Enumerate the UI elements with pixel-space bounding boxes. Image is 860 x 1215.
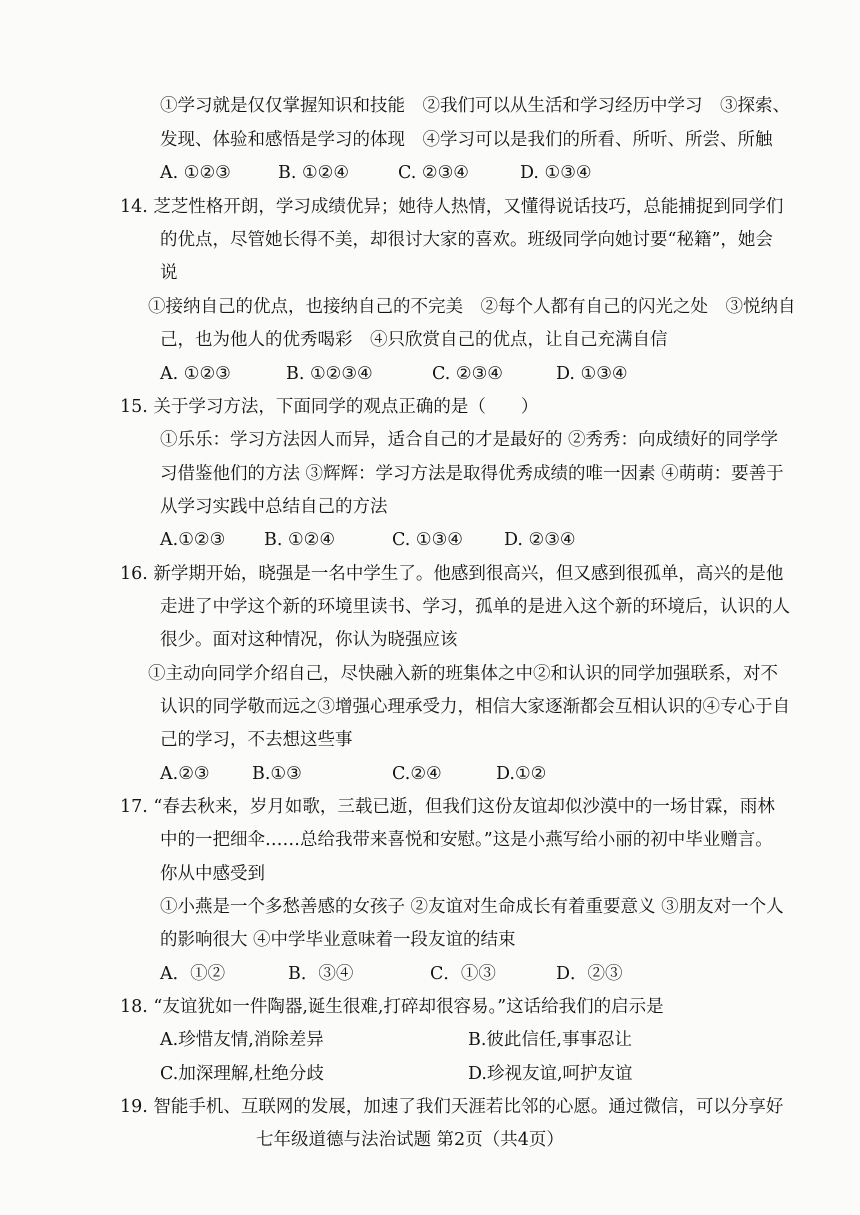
q15-option-a: A.①②③ [160, 530, 226, 550]
q16-choices-line-3: 己的学习，不去想这些事 [160, 730, 353, 750]
q14-option-a: A. ①②③ [160, 364, 231, 384]
q13-option-b: B. ①②④ [278, 163, 350, 183]
q18-option-b: B.彼此信任,事事忍让 [468, 1030, 632, 1050]
q14-stem-line-3: 说 [160, 263, 178, 283]
q14-option-c: C. ②③④ [432, 364, 503, 384]
q13-option-d: D. ①③④ [520, 163, 592, 183]
q16-option-c: C.②④ [392, 764, 442, 784]
q16-stem-line-2: 走进了中学这个新的环境里读书、学习，孤单的是进入这个新的环境后，认识的人 [160, 597, 790, 617]
q15-option-c: C. ①③④ [392, 530, 463, 550]
q15-choices-line-3: 从学习实践中总结自己的方法 [160, 497, 388, 517]
q17-choices-line-1: ①小燕是一个多愁善感的女孩子 ②友谊对生命成长有着重要意义 ③朋友对一个人 [160, 897, 784, 917]
q16-option-b: B.①③ [252, 764, 302, 784]
q14-option-b: B. ①②③④ [286, 364, 373, 384]
q16-choices-line-1: ①主动向同学介绍自己，尽快融入新的班集体之中②和认识的同学加强联系，对不 [148, 664, 778, 684]
q14-option-d: D. ①③④ [556, 364, 628, 384]
q18-stem: 18. “友谊犹如一件陶器,诞生很难,打碎却很容易。”这话给我们的启示是 [120, 997, 664, 1017]
q17-option-d: D．②③ [556, 964, 623, 984]
q17-option-a: A．①② [160, 964, 226, 984]
q17-option-b: B．③④ [288, 964, 354, 984]
q15-choices-line-2: 习借鉴他们的方法 ③辉辉：学习方法是取得优秀成绩的唯一因素 ④萌萌：要善于 [160, 464, 784, 484]
q18-option-c: C.加深理解,杜绝分歧 [160, 1064, 324, 1084]
q14-stem-line-2: 的优点，尽管她长得不美，却很讨大家的喜欢。班级同学向她讨要“秘籍”，她会 [160, 230, 773, 250]
q13-line-2: 发现、体验和感悟是学习的体现 ④学习可以是我们的所看、所听、所尝、所触 [160, 130, 773, 150]
q15-option-b: B. ①②④ [264, 530, 336, 550]
q19-stem-line-1: 19. 智能手机、互联网的发展，加速了我们天涯若比邻的心愿。通过微信，可以分享好 [120, 1097, 784, 1117]
q16-option-d: D.①② [496, 764, 547, 784]
q15-choices-line-1: ①乐乐：学习方法因人而异，适合自己的才是最好的 ②秀秀：向成绩好的同学学 [160, 430, 779, 450]
q17-option-c: C．①③ [430, 964, 496, 984]
q16-choices-line-2: 认识的同学敬而远之③增强心理承受力，相信大家逐渐都会互相认识的④专心于自 [160, 697, 790, 717]
q17-stem-line-2: 中的一把细伞……总给我带来喜悦和安慰。”这是小燕写给小丽的初中毕业赠言。 [160, 830, 773, 850]
q13-line-1: ①学习就是仅仅掌握知识和技能 ②我们可以从生活和学习经历中学习 ③探索、 [160, 96, 790, 116]
q17-choices-line-2: 的影响很大 ④中学毕业意味着一段友谊的结束 [160, 930, 516, 950]
q17-stem-line-1: 17. “春去秋来，岁月如歌，三载已逝，但我们这份友谊却似沙漠中的一场甘霖，雨林 [120, 797, 775, 817]
q14-choices-line-2: 己，也为他人的优秀喝彩 ④只欣赏自己的优点，让自己充满自信 [160, 330, 668, 350]
q15-stem: 15. 关于学习方法，下面同学的观点正确的是（ ） [120, 397, 539, 417]
q14-choices-line-1: ①接纳自己的优点，也接纳自己的不完美 ②每个人都有自己的闪光之处 ③悦纳自 [148, 297, 796, 317]
q16-stem-line-1: 16. 新学期开始，晓强是一名中学生了。他感到很高兴，但又感到很孤单，高兴的是他 [120, 564, 784, 584]
page-footer: 七年级道德与法治试题 第2页（共4页） [256, 1130, 564, 1150]
q13-option-c: C. ②③④ [398, 163, 469, 183]
q16-stem-line-3: 很少。面对这种情况，你认为晓强应该 [160, 630, 458, 650]
q15-option-d: D. ②③④ [504, 530, 576, 550]
q14-stem-line-1: 14. 芝芝性格开朗，学习成绩优异；她待人热情，又懂得说话技巧，总能捕捉到同学们 [120, 197, 784, 217]
q16-option-a: A.②③ [160, 764, 210, 784]
q17-stem-line-3: 你从中感受到 [160, 864, 265, 884]
q13-option-a: A. ①②③ [160, 163, 231, 183]
q18-option-d: D.珍视友谊,呵护友谊 [468, 1064, 633, 1084]
q18-option-a: A.珍惜友情,消除差异 [160, 1030, 324, 1050]
